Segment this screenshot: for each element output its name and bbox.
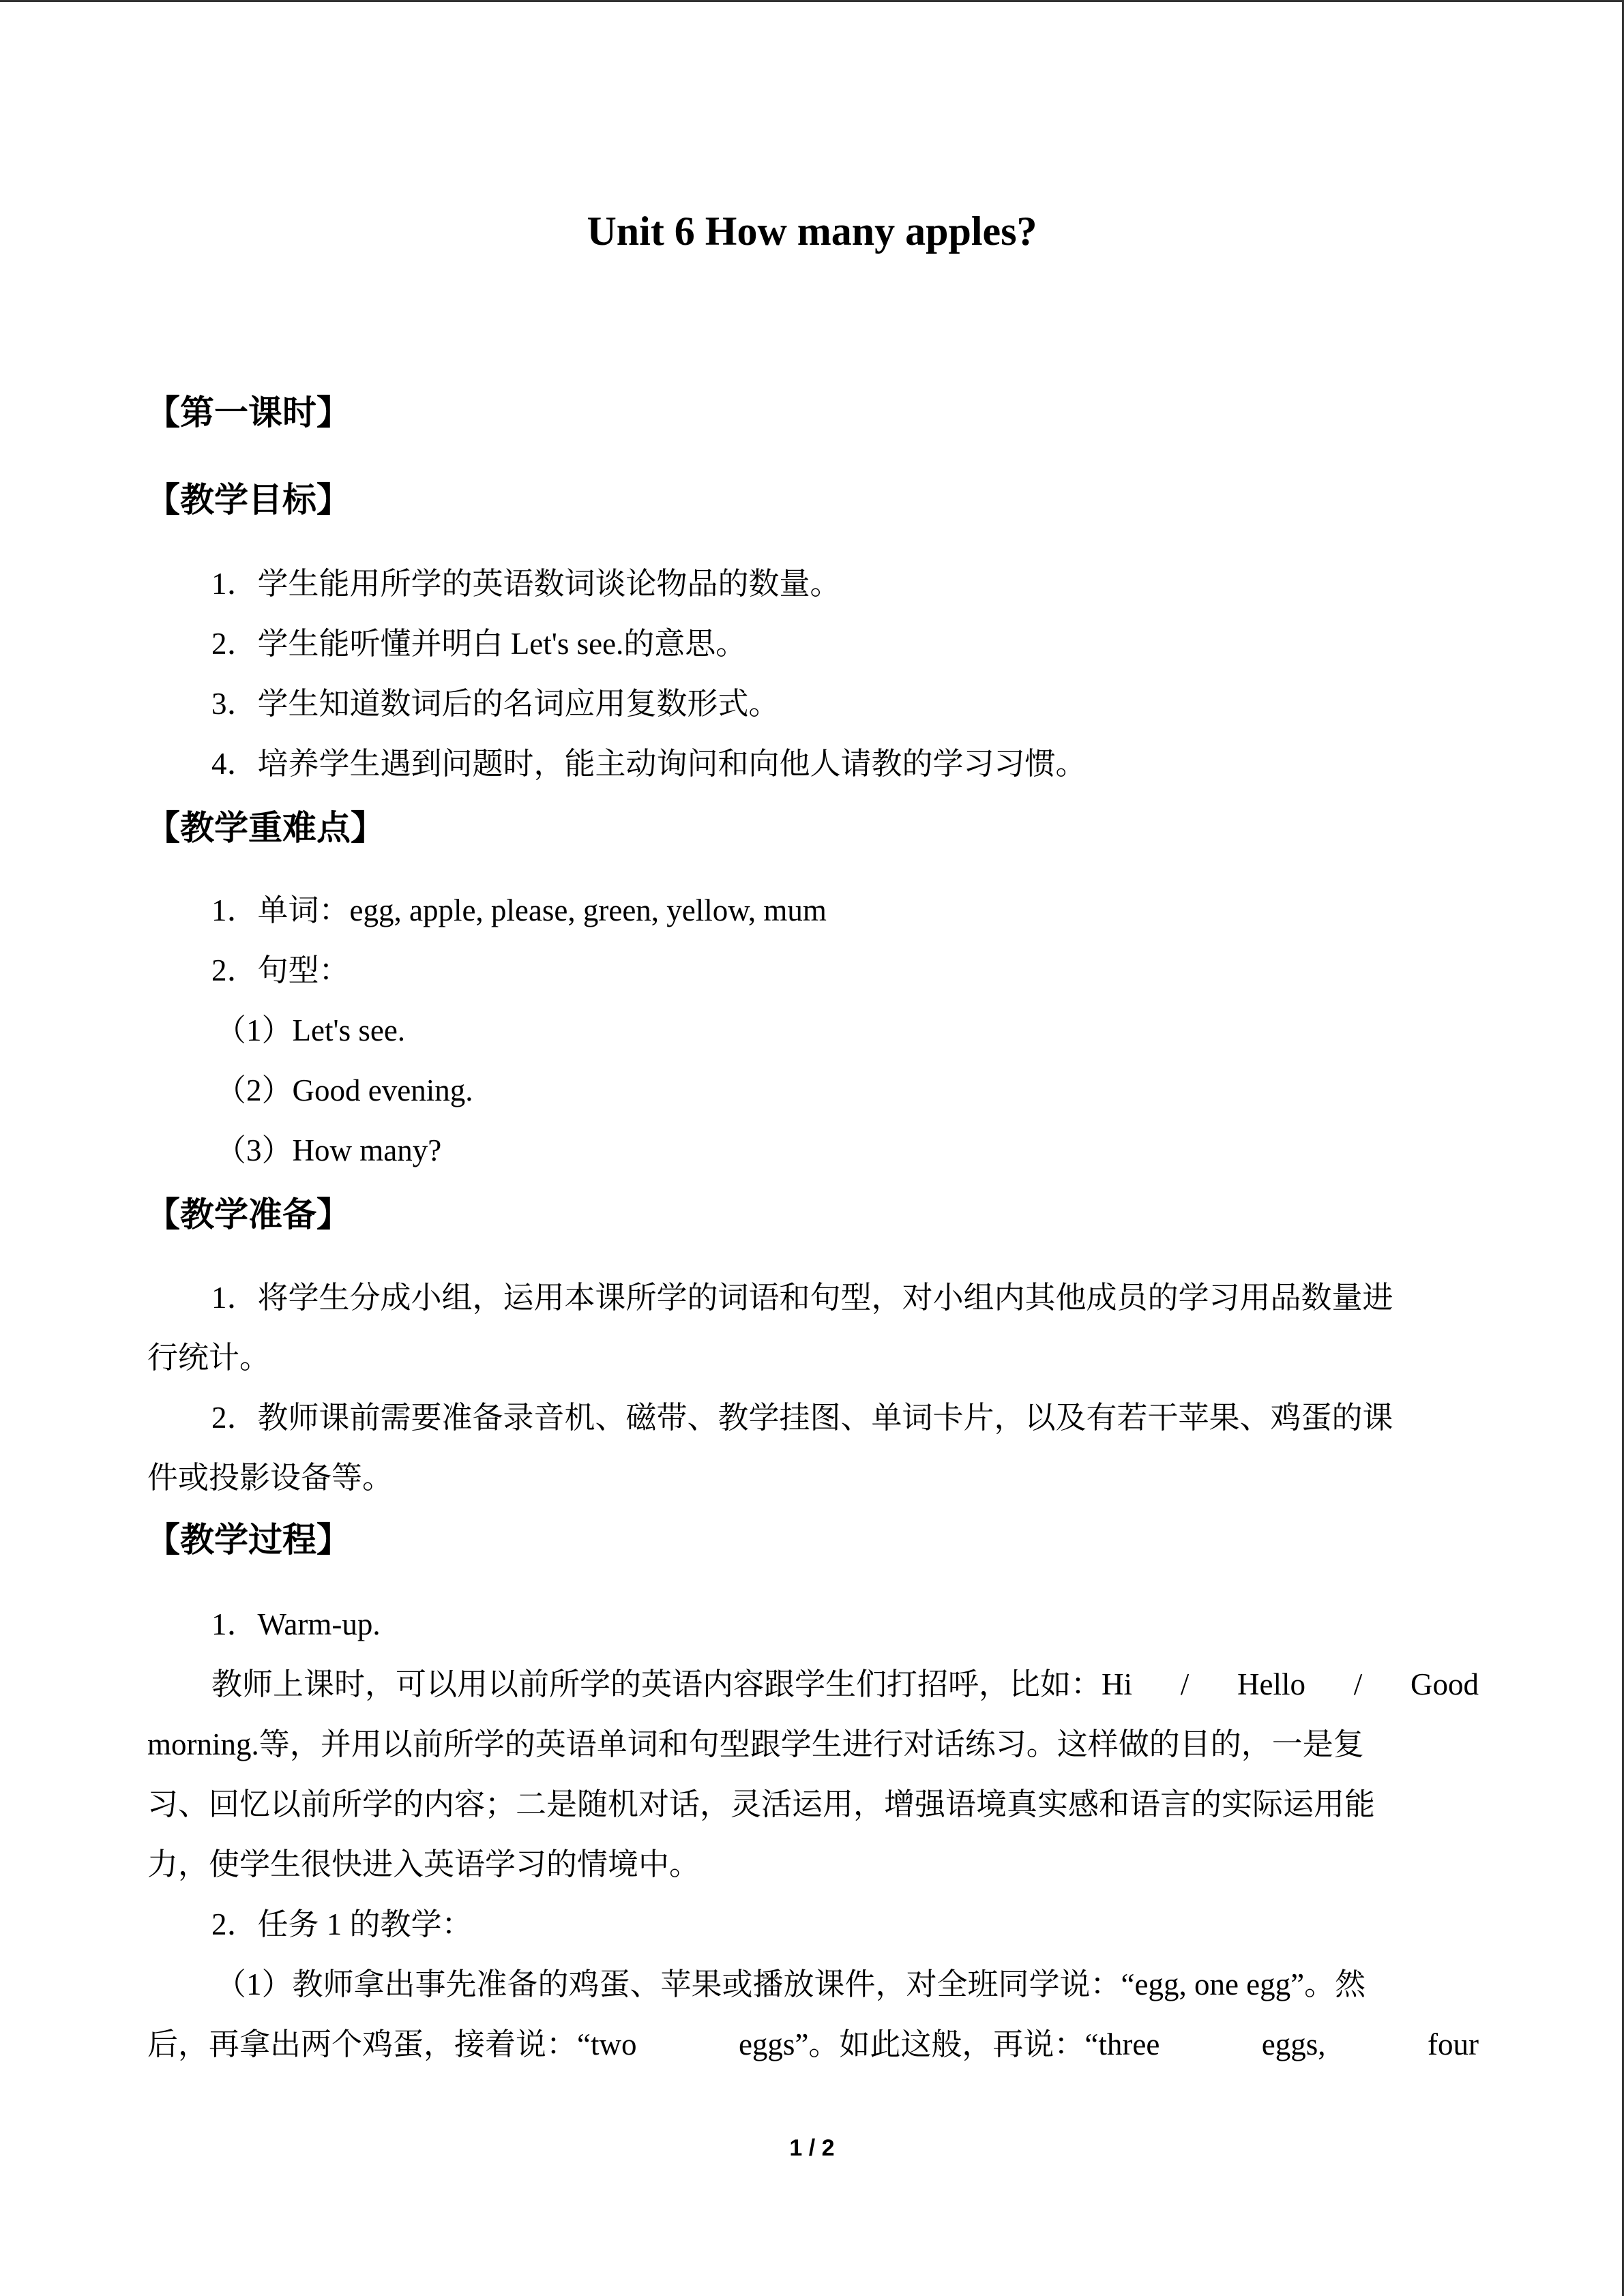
warmup-text: Good: [1410, 1667, 1479, 1701]
key-point-item: （3）How many?: [216, 1133, 442, 1167]
task-text: eggs,: [1261, 2027, 1326, 2061]
objective-item: 2．学生能听懂并明白 Let's see.的意思。: [211, 627, 747, 661]
page-number: 1 / 2: [789, 2135, 835, 2161]
warmup-text: 教师上课时，可以用以前所学的英语内容跟学生们打招呼，比如：Hi: [211, 1667, 1133, 1701]
task-text: four: [1428, 2027, 1479, 2061]
warmup-line-4: 力，使学生很快进入英语学习的情境中。: [147, 1847, 700, 1881]
process-step-1: 1．Warm-up.: [211, 1607, 381, 1641]
document-title: Unit 6 How many apples?: [587, 209, 1037, 254]
key-point-item: （2）Good evening.: [216, 1073, 473, 1107]
warmup-text: /: [1353, 1667, 1363, 1701]
preparation-paragraph-2-line-2: 件或投影设备等。: [147, 1461, 394, 1495]
warmup-line-3: 习、回忆以前所学的内容；二是随机对话，灵活运用，增强语境真实感和语言的实际运用能: [147, 1787, 1376, 1821]
objective-item: 1．学生能用所学的英语数词谈论物品的数量。: [211, 567, 841, 601]
preparation-paragraph-1-line-1: 1．将学生分成小组，运用本课所学的词语和句型，对小组内其他成员的学习用品数量进: [211, 1281, 1393, 1315]
preparation-paragraph-1-line-2: 行统计。: [147, 1341, 271, 1375]
heading-process: 【教学过程】: [146, 1520, 351, 1560]
warmup-line-1: [211, 1666, 1479, 1703]
objective-item: 3．学生知道数词后的名词应用复数形式。: [211, 687, 780, 721]
process-step-2: 2．任务 1 的教学：: [211, 1907, 473, 1941]
task-line-1: （1）教师拿出事先准备的鸡蛋、苹果或播放课件，对全班同学说：“egg, one egg”。然: [216, 1967, 1366, 2001]
key-point-item: 2．句型：: [211, 953, 350, 987]
warmup-text: Hello: [1237, 1667, 1305, 1701]
warmup-line-2: morning.等，并用以前所学的英语单词和句型跟学生进行对话练习。这样做的目的，一是复: [147, 1727, 1364, 1761]
key-point-item: 1．单词：egg, apple, please, green, yellow, mum: [211, 893, 827, 927]
preparation-paragraph-2-line-1: 2．教师课前需要准备录音机、磁带、教学挂图、单词卡片，以及有若干苹果、鸡蛋的课: [211, 1401, 1393, 1435]
warmup-text: /: [1180, 1667, 1190, 1701]
task-text: 后，再拿出两个鸡蛋，接着说：“two: [147, 2027, 637, 2061]
key-point-item: （1）Let's see.: [216, 1013, 406, 1047]
heading-objectives: 【教学目标】: [146, 480, 351, 520]
objective-item: 4．培养学生遇到问题时，能主动询问和向他人请教的学习习惯。: [211, 747, 1087, 781]
task-text: eggs”。如此这般，再说：“three: [738, 2027, 1160, 2061]
heading-key-points: 【教学重难点】: [146, 808, 385, 848]
heading-lesson: 【第一课时】: [146, 393, 351, 432]
task-line-2: [147, 2026, 1479, 2063]
heading-preparation: 【教学准备】: [146, 1195, 351, 1234]
